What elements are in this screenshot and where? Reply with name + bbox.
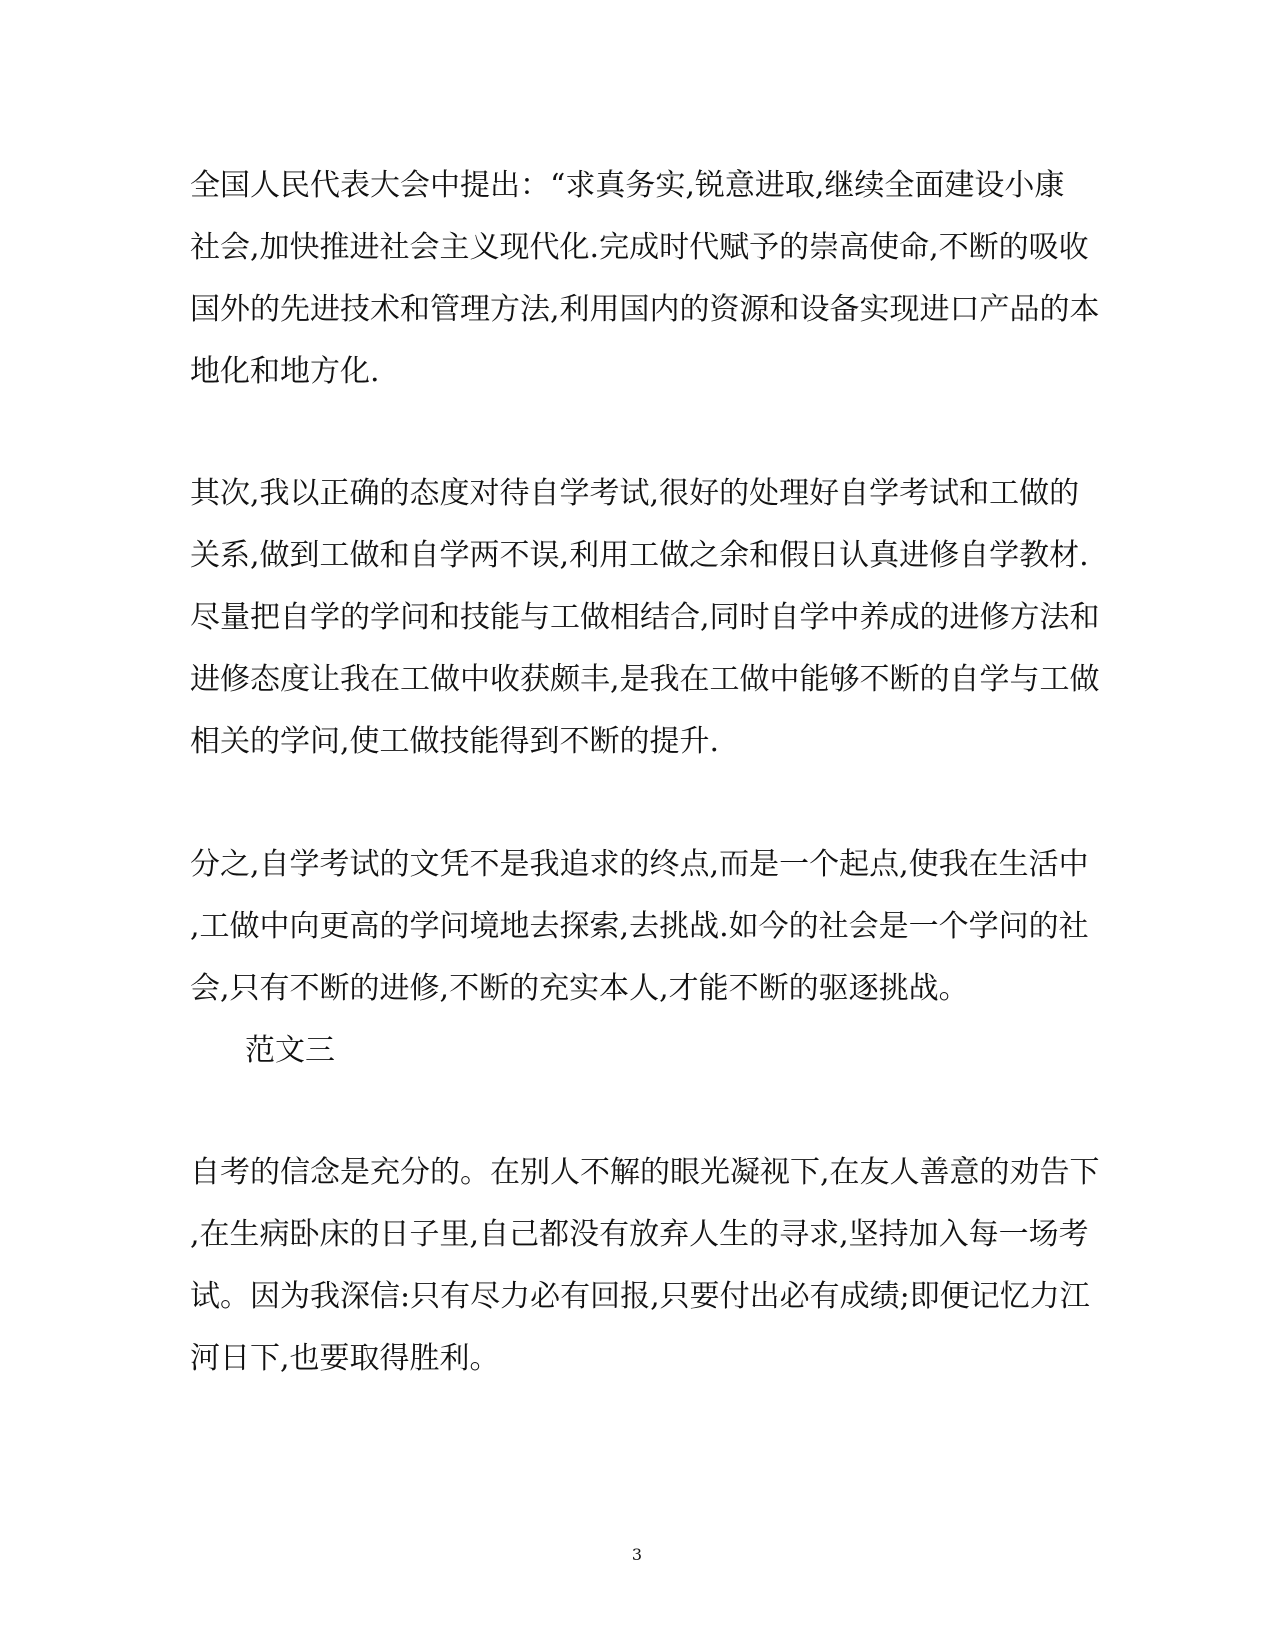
text-line: 尽量把自学的学问和技能与工做相结合,同时自学中养成的进修方法和 [190,600,1100,635]
text-line: 关系,做到工做和自学两不误,利用工做之余和假日认真进修自学教材. [190,538,1089,573]
text-line: 河日下,也要取得胜利。 [190,1341,500,1376]
page-number: 3 [631,1545,643,1564]
section-heading: 范文三 [245,1033,335,1068]
text-line: ,在生病卧床的日子里,自己都没有放弃人生的寻求,坚持加入每一场考 [190,1217,1089,1252]
text-line: 全国人民代表大会中提出：“求真务实,锐意进取,继续全面建设小康 [190,168,1065,203]
text-line: 分之,自学考试的文凭不是我追求的终点,而是一个起点,使我在生活中 [190,847,1089,882]
text-line: 地化和地方化. [190,354,380,389]
text-line: 会,只有不断的进修,不断的充实本人,才能不断的驱逐挑战。 [190,971,969,1006]
text-line: 自考的信念是充分的。在别人不解的眼光凝视下,在友人善意的劝告下 [190,1155,1100,1190]
text-line: 试。因为我深信:只有尽力必有回报,只要付出必有成绩;即便记忆力江 [190,1279,1090,1314]
text-line: 相关的学问,使工做技能得到不断的提升. [190,724,720,759]
text-line: 社会,加快推进社会主义现代化.完成时代赋予的崇高使命,不断的吸收 [190,230,1089,265]
text-line: 其次,我以正确的态度对待自学考试,很好的处理好自学考试和工做的 [190,476,1080,511]
text-line: 进修态度让我在工做中收获颇丰,是我在工做中能够不断的自学与工做 [190,662,1100,697]
text-line: 国外的先进技术和管理方法,利用国内的资源和设备实现进口产品的本 [190,292,1100,327]
text-line: ,工做中向更高的学问境地去探索,去挑战.如今的社会是一个学问的社 [190,909,1089,944]
